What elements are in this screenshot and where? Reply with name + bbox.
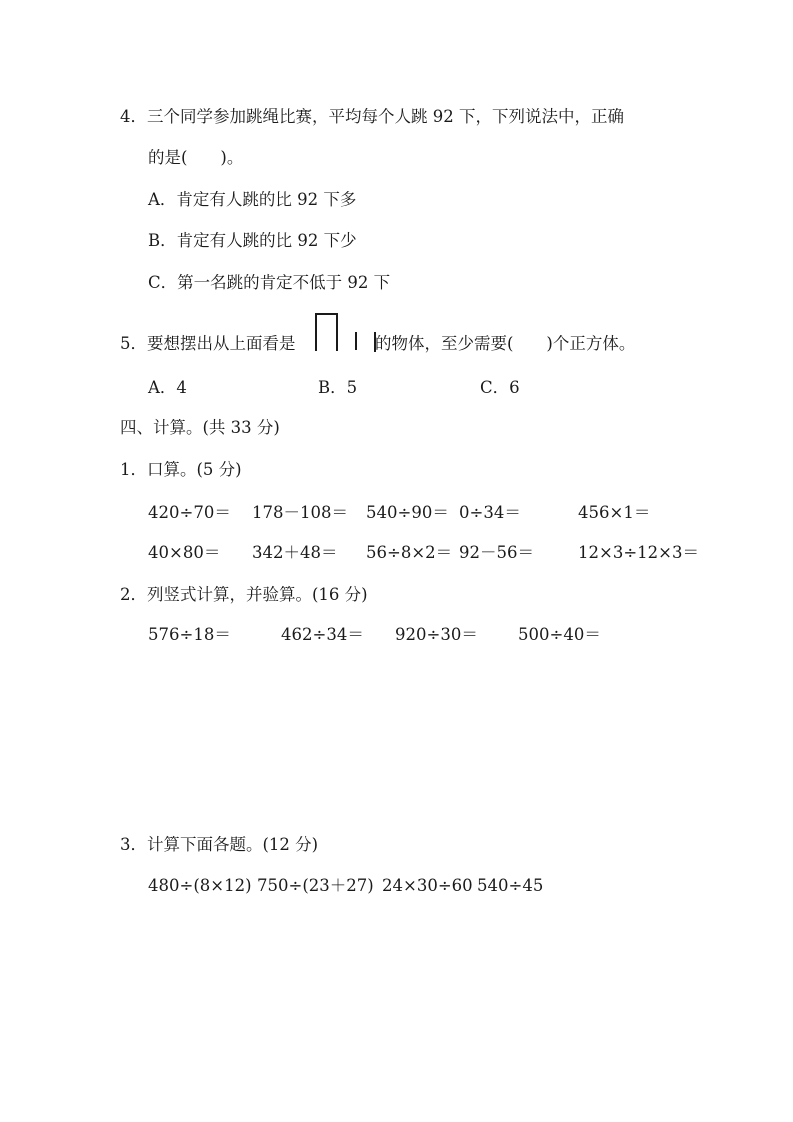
problem: 750÷(23＋27)	[257, 876, 374, 895]
problem: 456×1＝	[578, 503, 651, 522]
section-title: 四、计算。(共 33 分)	[120, 418, 280, 437]
problem: 540÷45	[477, 876, 544, 895]
part3-title: 3．计算下面各题。(12 分)	[120, 835, 319, 854]
q4-option-c: C．第一名跳的肯定不低于 92 下	[148, 273, 391, 292]
q5-option-b: B．5	[318, 378, 358, 397]
problem: 500÷40＝	[518, 625, 601, 644]
problem: 420÷70＝	[148, 503, 231, 522]
q5-stem-before: 5．要想摆出从上面看是	[120, 334, 296, 353]
problem: 480÷(8×12)	[148, 876, 252, 895]
problem: 342＋48＝	[252, 543, 338, 562]
q4-stem-line1: 4．三个同学参加跳绳比赛，平均每个人跳 92 下，下列说法中，正确	[120, 107, 624, 126]
q5-stem-after: 的物体，至少需要( )个正方体。	[375, 334, 636, 353]
q5-option-a: A．4	[148, 378, 187, 397]
problem: 92－56＝	[459, 543, 534, 562]
top-view-shape-icon	[315, 313, 377, 353]
q4-stem-line2: 的是( )。	[148, 148, 244, 167]
part2-title: 2．列竖式计算，并验算。(16 分)	[120, 585, 368, 604]
problem: 540÷90＝	[366, 503, 449, 522]
q4-option-b: B．肯定有人跳的比 92 下少	[148, 231, 357, 250]
problem: 12×3÷12×3＝	[578, 543, 699, 562]
q4-option-a: A．肯定有人跳的比 92 下多	[148, 190, 357, 209]
problem: 178－108＝	[252, 503, 348, 522]
problem: 920÷30＝	[395, 625, 478, 644]
problem: 462÷34＝	[281, 625, 364, 644]
problem: 56÷8×2＝	[366, 543, 453, 562]
problem: 40×80＝	[148, 543, 221, 562]
problem: 24×30÷60	[382, 876, 473, 895]
problem: 576÷18＝	[148, 625, 231, 644]
q5-option-c: C．6	[480, 378, 520, 397]
part1-title: 1．口算。(5 分)	[120, 460, 242, 479]
problem: 0÷34＝	[459, 503, 521, 522]
